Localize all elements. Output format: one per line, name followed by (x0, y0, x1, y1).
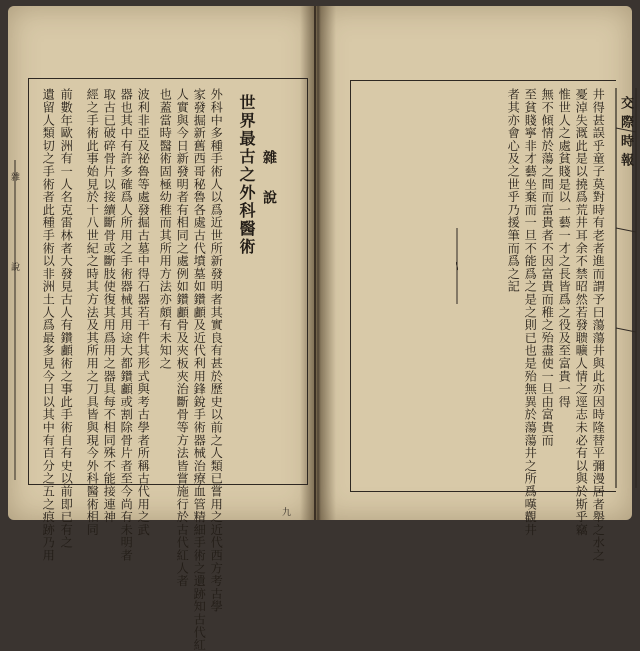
page-number: 九 (282, 508, 292, 518)
svg-text:雜: 雜 (11, 173, 21, 183)
article-heading: 世界最古之外科醫術 (237, 94, 256, 256)
right-column-3: 惟世人之處貧賤是以一藝一才之長皆爲之役及至富貴一得 (557, 88, 572, 408)
left-column-7: 取古已破碎骨片以接續斷骨或斷肢使復其用爲用之器具每不相同殊不能接連神 (102, 88, 117, 524)
left-column-5: 波利非亞及祕魯等處發掘古墓中得石器若干件其形式與考古學者所稱古代用之武 (136, 88, 151, 536)
left-edge-ornament (8, 160, 22, 480)
right-column-2: 憂淖失溉此是以撓爲荒井耳余不禁昭然若發聩曠人情之逕志未必有以與於斯乎竊 (574, 88, 589, 536)
left-column-9: 前數年歐洲有一人名克雷林者大發見古人有鑽顱術之事此手術自有史以前即已有之 (59, 88, 74, 549)
left-column-3: 人實與今日新發明者有相同之處例如鑽顱骨及夾板夾治斷骨等方法皆嘗施行於古代紅人者 (175, 88, 190, 588)
right-column-1: 井得甚誤乎童子莫對時有老者進而謂予曰蕩蕩井與此亦因時隆替平彌漫居者舉之水之 (591, 88, 606, 562)
svg-text:說: 說 (11, 263, 21, 273)
right-column-6: 者其亦會心及之世乎乃援筆而爲之記 (506, 88, 521, 293)
right-column-5: 至貧賤寧非才藝坐棄而一旦不能爲之是之則已也是殆無異於蕩蕩井之所爲嘆觀井 (523, 88, 538, 536)
section-label: 雜說 (261, 150, 277, 230)
left-column-4: 也蓋當時醫術固極幼稚而其所用方法亦頗有未知之 (158, 88, 173, 370)
left-column-1: 外科中多種手術人以爲近世所新發明者其實良有甚於歷史以前之人類已嘗用之近代西方考古學 (209, 88, 224, 613)
edge-title: 交際時報 (618, 96, 633, 172)
right-column-4: 無不傾情於蕩之間而富貴者不因富貴而稚之殆盡使一旦由富貴而 (540, 88, 555, 447)
ornamental-divider (456, 228, 458, 304)
left-column-8: 經之手術此事始見於十八世紀之時其方法及其所用之刀具皆與現今外科醫術相同 (85, 88, 100, 536)
left-column-10: 遺留人類切之手術者此種手術以非洲土人爲最多見今日以其中有百分之五之痕跡乃用 (41, 88, 56, 562)
left-column-2: 家發掘新舊西哥秘魯各處古代墳墓如鑽顱及近代利用鋒銳手術器械治療血管精細手術之遺跡知古代紅 (192, 88, 207, 651)
left-column-6: 器也其中有許多確爲人所用之手術器械其用途大都鑽顱或割除骨片者至今尚有未明者 (119, 88, 134, 562)
